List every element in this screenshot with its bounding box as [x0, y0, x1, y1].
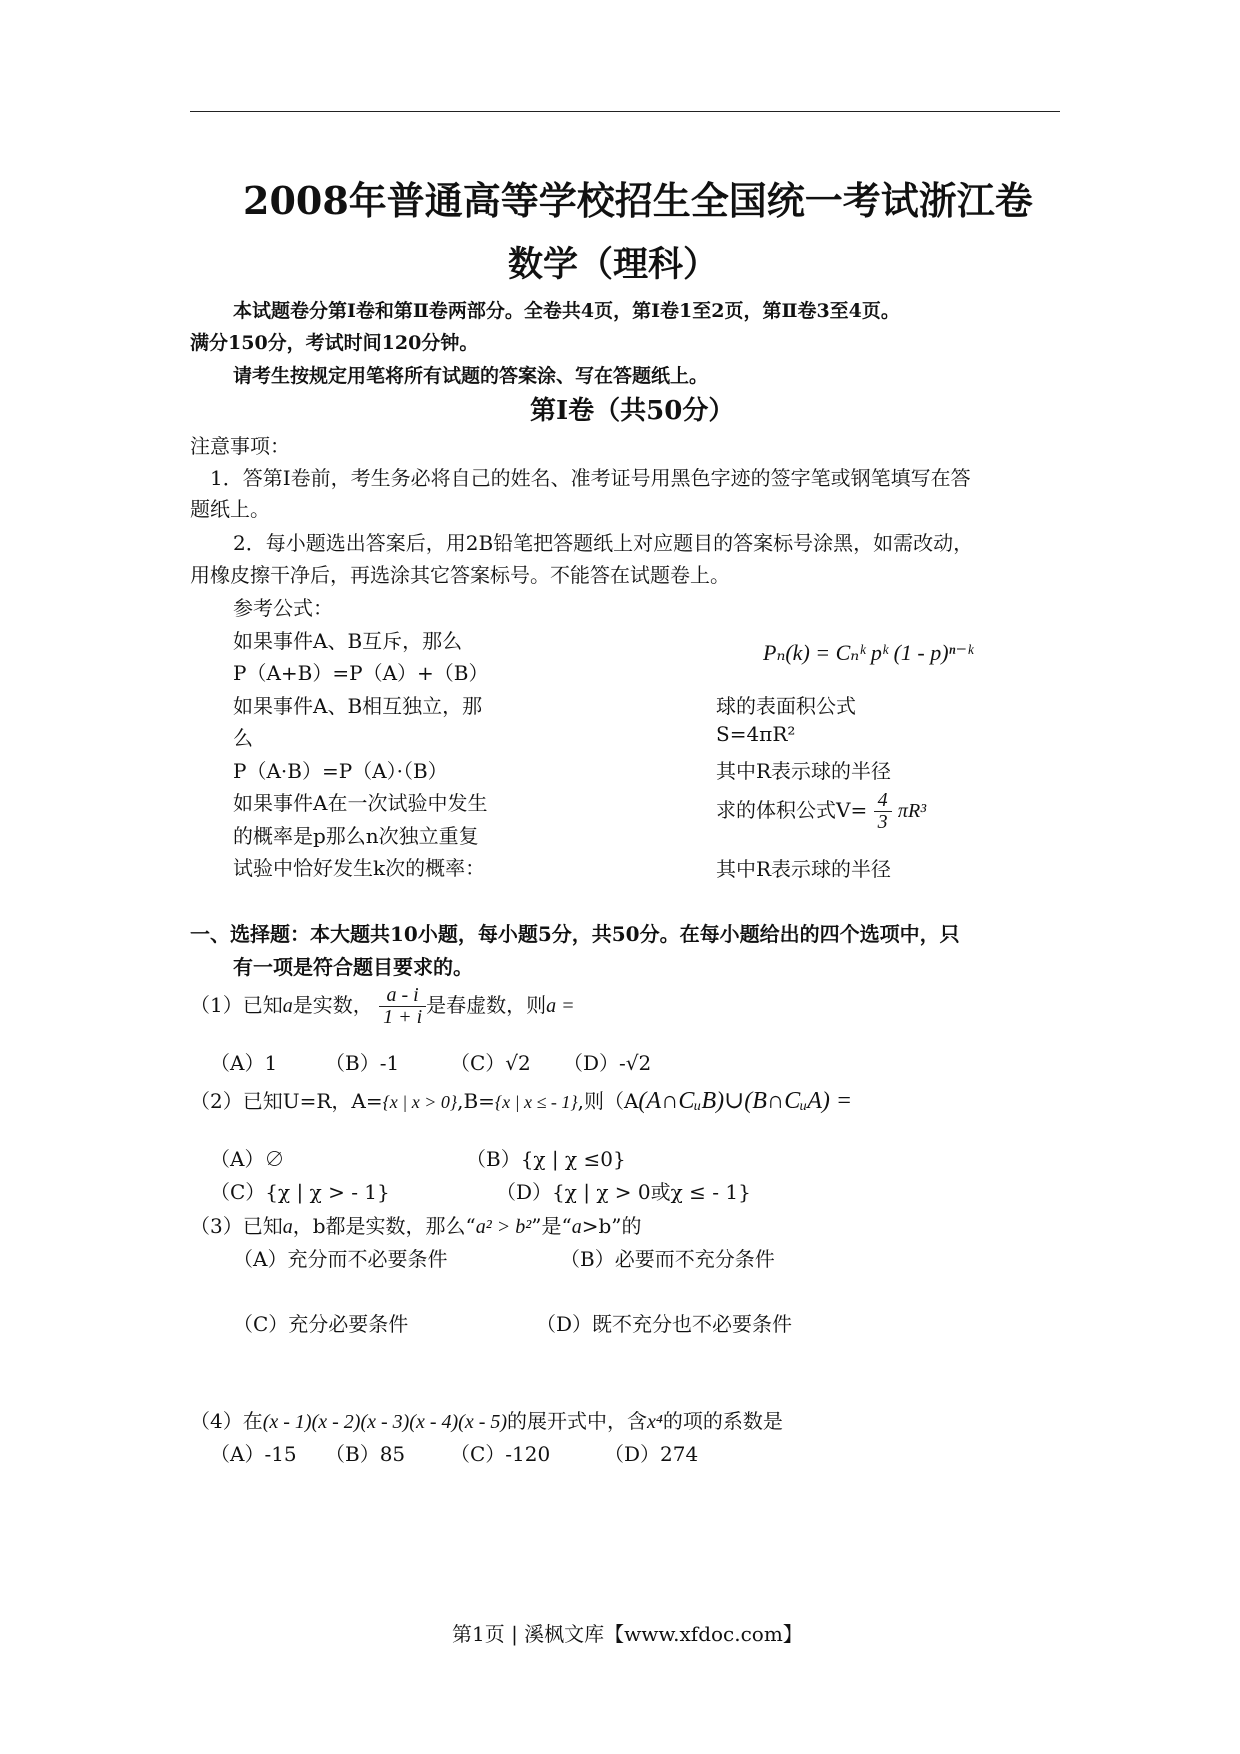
notes-heading: 注意事项： — [190, 434, 290, 458]
q2-mid: ,B= — [457, 1089, 495, 1113]
q1-option: （B）-1 — [325, 1051, 400, 1075]
page-subtitle: 数学（理科） — [508, 244, 719, 285]
sphere-volume-formula — [716, 790, 926, 833]
section1-line-2: 有一项是符合题目要求的。 — [233, 955, 473, 979]
q2-option-a: （A）∅ — [210, 1147, 285, 1171]
q2-expression: (A∩CᵤB)∪(B∩CᵤA) = — [638, 1088, 853, 1114]
volume-fraction — [874, 790, 892, 833]
q1-prefix: （1）已知 — [190, 993, 283, 1017]
q3-option-d: （D）既不充分也不必要条件 — [536, 1312, 793, 1336]
q2-then: ,则（A — [577, 1089, 639, 1113]
q3-option-c: （C）充分必要条件 — [233, 1312, 409, 1336]
q3-text2: ，b都是实数，那么“ — [292, 1214, 476, 1238]
note-2a: 2．每小题选出答案后，用2B铅笔把答题纸上对应题目的答案标号涂黑，如需改动， — [233, 531, 974, 555]
q1-after: 是春虚数，则 — [426, 993, 547, 1017]
q1-end: a = — [546, 995, 575, 1017]
volume-suffix: πR³ — [897, 800, 927, 822]
intro-line-2: 满分150分，考试时间120分钟。 — [190, 332, 479, 354]
sphere-area-formula: S=4πR² — [716, 722, 796, 746]
q3-condition: a² > b² — [475, 1216, 532, 1238]
volume-prefix: 求的体积公式V= — [716, 798, 868, 822]
question-2 — [190, 1085, 852, 1115]
q3-option-a: （A）充分而不必要条件 — [233, 1247, 448, 1271]
volume-numerator: 4 — [874, 790, 892, 812]
formula-left-line: 的概率是p那么n次独立重复 — [233, 824, 479, 848]
q4-option: （C）-120 — [450, 1442, 551, 1466]
q3-a: a — [282, 1216, 293, 1238]
part1-heading: 第Ⅰ卷（共50分） — [530, 396, 735, 426]
q4-option: （B）85 — [325, 1442, 406, 1466]
q4-suffix: 的项的系数是 — [662, 1409, 783, 1433]
q3-text1: （3）已知 — [190, 1214, 283, 1238]
q1-option: （A）1 — [210, 1051, 278, 1075]
q1-denominator: 1 + i — [383, 1006, 423, 1028]
q1-numerator: a - i — [379, 985, 426, 1007]
volume-denominator: 3 — [877, 811, 888, 833]
q3-text3: ”是“ — [531, 1214, 572, 1238]
page-title: 2008年普通高等学校招生全国统一考试浙江卷 — [243, 178, 1033, 223]
q2-option-c: （C）{χ | χ > - 1} — [210, 1180, 390, 1204]
question-3 — [190, 1210, 642, 1239]
binomial-formula: Pₙ(k) = Cₙᵏ pᵏ (1 - p)ⁿ⁻ᵏ — [763, 640, 974, 665]
intro-line-1: 本试题卷分第Ⅰ卷和第Ⅱ卷两部分。全卷共4页，第Ⅰ卷1至2页，第Ⅱ卷3至4页。 — [233, 300, 900, 322]
q1-fraction — [379, 985, 426, 1028]
q4-mid: 的展开式中，含 — [507, 1409, 648, 1433]
sphere-area-label: 球的表面积公式 — [716, 694, 856, 718]
q2-set-b: {x | x ≤ - 1} — [494, 1092, 578, 1112]
q2-option-d: （D）{χ | χ > 0或χ ≤ - 1} — [496, 1180, 751, 1204]
formula-left-line: 如果事件A、B互斥，那么 — [233, 629, 463, 653]
q2-set-a: {x | x > 0} — [382, 1092, 458, 1112]
q1-option: （D）-√2 — [563, 1051, 652, 1075]
radius-note-2: 其中R表示球的半径 — [716, 857, 892, 881]
q3-condition-2: a — [571, 1216, 582, 1238]
header-rule — [190, 111, 1060, 112]
question-4 — [190, 1405, 783, 1434]
question-1 — [190, 985, 575, 1028]
formula-left-line: 试验中恰好发生k次的概率： — [233, 856, 486, 880]
formula-left-line: P（A+B）=P（A）+（B） — [233, 661, 489, 685]
q1-mid: 是实数， — [292, 993, 373, 1017]
q4-expression: (x - 1)(x - 2)(x - 3)(x - 4)(x - 5) — [262, 1411, 508, 1433]
note-1b: 题纸上。 — [190, 497, 270, 521]
section1-line-1: 一、选择题：本大题共10小题，每小题5分，共50分。在每小题给出的四个选项中，只 — [190, 922, 960, 946]
q3-text4: >b”的 — [581, 1214, 642, 1238]
q4-prefix: （4）在 — [190, 1409, 263, 1433]
q4-option: （D）274 — [604, 1442, 699, 1466]
q1-option: （C）√2 — [450, 1051, 531, 1075]
intro-line-3: 请考生按规定用笔将所有试题的答案涂、写在答题纸上。 — [233, 365, 709, 387]
formula-left-line: 如果事件A在一次试验中发生 — [233, 791, 488, 815]
q2-text: （2）已知U=R，A= — [190, 1089, 383, 1113]
q2-option-b: （B）{χ | χ ≤0} — [466, 1147, 626, 1171]
q4-term: x⁴ — [647, 1411, 663, 1433]
note-1a: 1．答第Ⅰ卷前，考生务必将自己的姓名、准考证号用黑色字迹的签字笔或钢笔填写在答 — [210, 466, 971, 490]
page-footer: 第1页 | 溪枫文库【www.xfdoc.com】 — [452, 1622, 803, 1646]
formula-left-line: 么 — [233, 726, 253, 750]
q4-option: （A）-15 — [210, 1442, 297, 1466]
formula-left-line: P（A·B）=P（A）·（B） — [233, 759, 448, 783]
q1-a: a — [282, 995, 293, 1017]
formula-left-line: 如果事件A、B相互独立，那 — [233, 694, 483, 718]
formula-heading: 参考公式： — [233, 596, 333, 620]
radius-note-1: 其中R表示球的半径 — [716, 759, 892, 783]
note-2b: 用橡皮擦干净后，再选涂其它答案标号。不能答在试题卷上。 — [190, 563, 730, 587]
q3-option-b: （B）必要而不充分条件 — [560, 1247, 775, 1271]
